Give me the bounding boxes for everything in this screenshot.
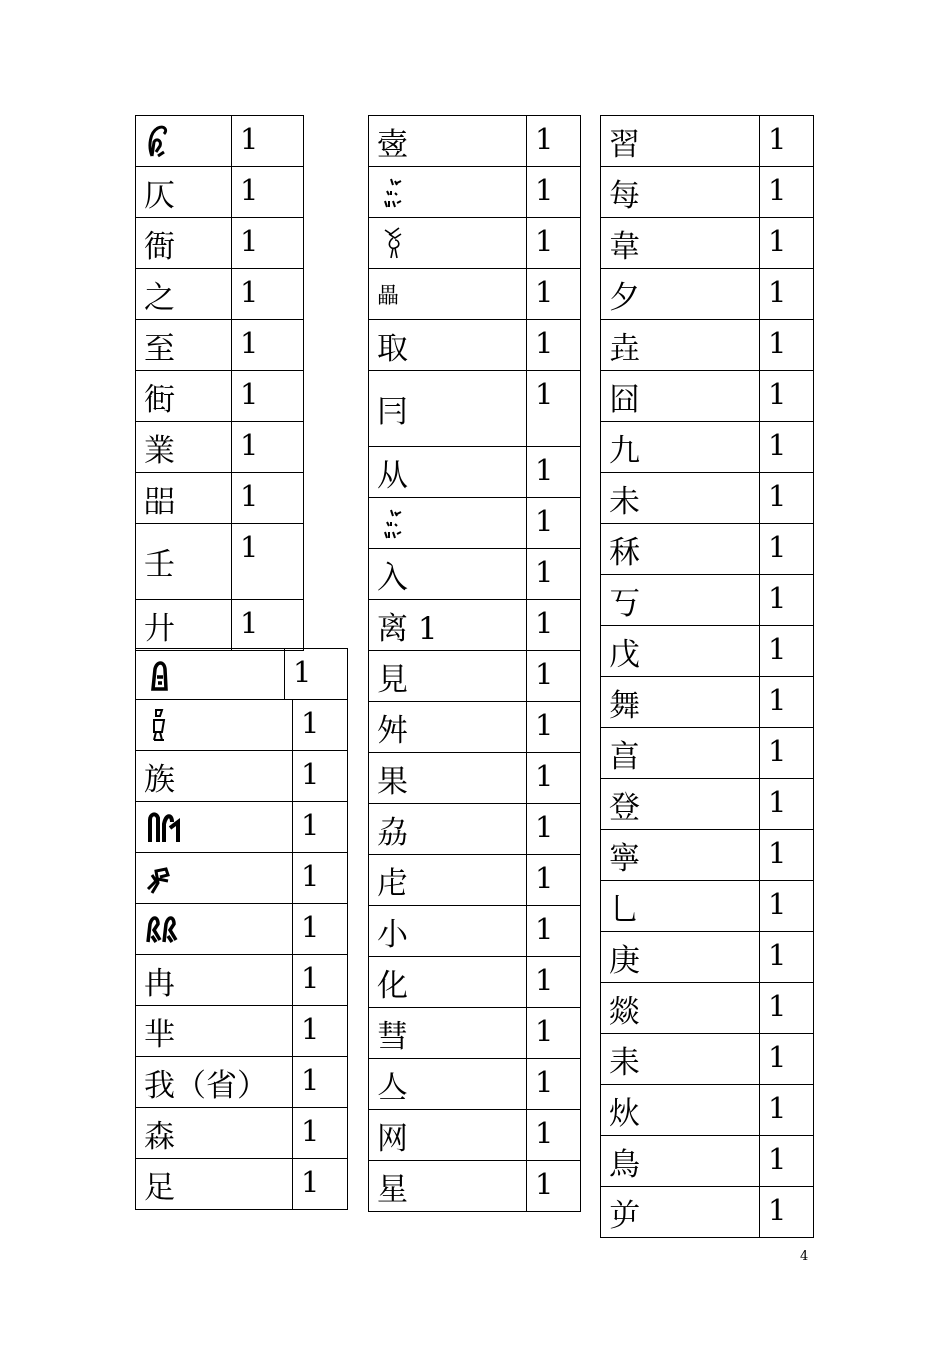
table-row xyxy=(369,753,581,804)
count-cell: 1 xyxy=(293,853,348,904)
table-row xyxy=(369,957,581,1008)
count-cell: 1 xyxy=(285,649,348,700)
char-cell: 見 xyxy=(369,651,527,702)
char-cell: 鳥 xyxy=(601,1136,760,1187)
char-cell xyxy=(369,218,527,269)
count-cell: 1 xyxy=(527,498,581,549)
char-cell: 小 xyxy=(369,906,527,957)
table-row xyxy=(601,881,814,932)
table-row xyxy=(136,218,304,269)
count-cell: 1 xyxy=(760,1136,814,1187)
count-cell: 1 xyxy=(527,1161,581,1212)
table-row xyxy=(601,1034,814,1085)
ancient-glyph-2-icon xyxy=(144,655,174,693)
count-cell: 1 xyxy=(293,955,348,1006)
char-cell: 㚃 xyxy=(369,116,527,167)
count-cell: 1 xyxy=(760,1034,814,1085)
char-cell: 每 xyxy=(601,167,760,218)
right-table xyxy=(600,115,814,1238)
char-cell: 从 xyxy=(369,447,527,498)
count-cell: 1 xyxy=(527,1008,581,1059)
ancient-glyph-4-icon xyxy=(144,808,184,846)
count-cell: 1 xyxy=(527,320,581,371)
char-cell: 夕 xyxy=(601,269,760,320)
char-cell xyxy=(136,853,293,904)
count-cell: 1 xyxy=(232,371,304,422)
table-row xyxy=(136,524,304,600)
table-row xyxy=(369,447,581,498)
table-row xyxy=(136,371,304,422)
left-table-part-c xyxy=(135,699,348,1210)
char-cell xyxy=(369,167,527,218)
left-table-part-b xyxy=(135,648,348,700)
char-cell: 仄 xyxy=(136,167,232,218)
count-cell: 1 xyxy=(760,422,814,473)
char-cell: 丂 xyxy=(601,575,760,626)
count-cell: 1 xyxy=(760,320,814,371)
count-cell: 1 xyxy=(232,116,304,167)
char-cell: 韋 xyxy=(601,218,760,269)
char-cell: 衐 xyxy=(136,371,232,422)
table-row xyxy=(601,677,814,728)
char-cell: 冉 xyxy=(136,955,293,1006)
char-cell: 廾 xyxy=(136,600,232,651)
table-row xyxy=(601,575,814,626)
count-cell: 1 xyxy=(760,1085,814,1136)
table-row xyxy=(136,1006,348,1057)
table-row xyxy=(136,1057,348,1108)
char-cell xyxy=(136,802,293,853)
char-cell: 舛 xyxy=(369,702,527,753)
char-cell: 戊 xyxy=(601,626,760,677)
count-cell: 1 xyxy=(527,855,581,906)
table-row xyxy=(136,802,348,853)
count-cell: 1 xyxy=(527,116,581,167)
char-cell: 畾 xyxy=(369,269,527,320)
char-cell: 虍 xyxy=(369,855,527,906)
count-cell: 1 xyxy=(760,1187,814,1238)
middle-table xyxy=(368,115,581,1212)
count-cell: 1 xyxy=(232,167,304,218)
count-cell: 1 xyxy=(293,1159,348,1210)
char-cell xyxy=(136,700,293,751)
char-cell: 网 xyxy=(369,1110,527,1161)
table-row xyxy=(369,498,581,549)
count-cell: 1 xyxy=(760,626,814,677)
table-row xyxy=(601,830,814,881)
char-cell: 取 xyxy=(369,320,527,371)
char-cell xyxy=(136,904,293,955)
char-cell xyxy=(136,649,285,700)
table-row xyxy=(601,371,814,422)
count-cell: 1 xyxy=(760,116,814,167)
table-row xyxy=(136,700,348,751)
count-cell: 1 xyxy=(527,371,581,447)
char-cell: 習 xyxy=(601,116,760,167)
count-cell: 1 xyxy=(527,702,581,753)
char-cell: 乚 xyxy=(601,881,760,932)
count-cell: 1 xyxy=(293,751,348,802)
table-row xyxy=(136,751,348,802)
char-cell: 垚 xyxy=(601,320,760,371)
char-cell: 業 xyxy=(136,422,232,473)
char-cell: 舞 xyxy=(601,677,760,728)
left-table-part-a xyxy=(135,115,304,651)
count-cell: 1 xyxy=(293,802,348,853)
count-cell: 1 xyxy=(760,167,814,218)
char-cell: 森 xyxy=(136,1108,293,1159)
table-row xyxy=(369,549,581,600)
count-cell: 1 xyxy=(527,600,581,651)
count-cell: 1 xyxy=(293,1006,348,1057)
count-cell: 1 xyxy=(232,473,304,524)
table-row xyxy=(136,649,348,700)
char-cell: 寧 xyxy=(601,830,760,881)
count-cell: 1 xyxy=(527,804,581,855)
table-row xyxy=(369,1008,581,1059)
table-row xyxy=(601,269,814,320)
ancient-glyph-6-icon xyxy=(144,910,180,948)
char-cell: 九 xyxy=(601,422,760,473)
count-cell: 1 xyxy=(527,447,581,498)
count-cell: 1 xyxy=(527,753,581,804)
table-row xyxy=(601,728,814,779)
char-cell: 冃 xyxy=(369,371,527,447)
count-cell: 1 xyxy=(760,677,814,728)
table-row xyxy=(136,1159,348,1210)
table-row xyxy=(601,422,814,473)
char-cell: 屰 xyxy=(601,1187,760,1238)
table-row xyxy=(136,904,348,955)
table-row xyxy=(136,269,304,320)
table-row xyxy=(369,269,581,320)
table-row xyxy=(136,167,304,218)
ancient-glyph-9-icon xyxy=(377,504,407,542)
count-cell: 1 xyxy=(293,904,348,955)
char-cell xyxy=(136,116,232,167)
ancient-glyph-5-icon xyxy=(144,859,174,897)
table-row xyxy=(136,853,348,904)
table-row xyxy=(369,600,581,651)
count-cell: 1 xyxy=(760,983,814,1034)
count-cell: 1 xyxy=(760,473,814,524)
char-cell: 彗 xyxy=(369,1008,527,1059)
table-row xyxy=(601,1085,814,1136)
table-row xyxy=(136,600,304,651)
char-cell: 芈 xyxy=(136,1006,293,1057)
table-row xyxy=(369,804,581,855)
count-cell: 1 xyxy=(527,957,581,1008)
table-row xyxy=(369,1059,581,1110)
char-cell: 未 xyxy=(601,473,760,524)
table-row xyxy=(136,473,304,524)
count-cell: 1 xyxy=(760,932,814,983)
table-row xyxy=(369,855,581,906)
count-cell: 1 xyxy=(760,575,814,626)
char-cell: 囧 xyxy=(601,371,760,422)
count-cell: 1 xyxy=(760,779,814,830)
count-cell: 1 xyxy=(527,269,581,320)
char-cell: 壬 xyxy=(136,524,232,600)
count-cell: 1 xyxy=(527,906,581,957)
count-cell: 1 xyxy=(760,728,814,779)
count-cell: 1 xyxy=(232,600,304,651)
count-cell: 1 xyxy=(527,167,581,218)
table-row xyxy=(369,371,581,447)
char-cell: 之 xyxy=(136,269,232,320)
table-row xyxy=(601,932,814,983)
table-row xyxy=(136,422,304,473)
table-row xyxy=(369,218,581,269)
char-cell: 庚 xyxy=(601,932,760,983)
char-cell: 星 xyxy=(369,1161,527,1212)
table-row xyxy=(136,320,304,371)
count-cell: 1 xyxy=(232,422,304,473)
count-cell: 1 xyxy=(232,218,304,269)
table-row xyxy=(136,955,348,1006)
char-cell: 入 xyxy=(369,549,527,600)
table-row xyxy=(601,779,814,830)
table-row xyxy=(369,1161,581,1212)
char-cell: 耒 xyxy=(601,1034,760,1085)
table-row xyxy=(601,1187,814,1238)
char-cell: 足 xyxy=(136,1159,293,1210)
table-row xyxy=(601,626,814,677)
char-cell: 我（省） xyxy=(136,1057,293,1108)
ancient-glyph-3-icon xyxy=(144,706,174,744)
table-row xyxy=(601,524,814,575)
table-row xyxy=(369,702,581,753)
table-row xyxy=(601,1136,814,1187)
char-cell: 炏 xyxy=(601,1085,760,1136)
table-row xyxy=(136,116,304,167)
count-cell: 1 xyxy=(760,881,814,932)
char-cell: 秝 xyxy=(601,524,760,575)
count-cell: 1 xyxy=(527,1059,581,1110)
count-cell: 1 xyxy=(760,269,814,320)
table-row xyxy=(601,167,814,218)
char-cell: 果 xyxy=(369,753,527,804)
char-cell: 㗊 xyxy=(136,473,232,524)
char-cell: 亼 xyxy=(369,1059,527,1110)
table-row xyxy=(601,218,814,269)
ancient-glyph-7-icon xyxy=(377,173,407,211)
count-cell: 1 xyxy=(760,524,814,575)
table-row xyxy=(136,1108,348,1159)
count-cell: 1 xyxy=(527,549,581,600)
table-row xyxy=(369,906,581,957)
table-row xyxy=(369,1110,581,1161)
table-row xyxy=(601,320,814,371)
count-cell: 1 xyxy=(527,651,581,702)
table-row xyxy=(369,167,581,218)
char-cell: 衙 xyxy=(136,218,232,269)
table-row xyxy=(369,116,581,167)
table-row xyxy=(601,473,814,524)
count-cell: 1 xyxy=(293,700,348,751)
count-cell: 1 xyxy=(232,524,304,600)
count-cell: 1 xyxy=(527,1110,581,1161)
count-cell: 1 xyxy=(760,371,814,422)
char-cell: 离 1 xyxy=(369,600,527,651)
char-cell: 族 xyxy=(136,751,293,802)
ancient-glyph-1-icon xyxy=(144,122,174,160)
count-cell: 1 xyxy=(760,218,814,269)
char-cell: 登 xyxy=(601,779,760,830)
page-number: 4 xyxy=(800,1249,809,1264)
count-cell: 1 xyxy=(293,1057,348,1108)
char-cell: 亯 xyxy=(601,728,760,779)
count-cell: 1 xyxy=(527,218,581,269)
table-row xyxy=(601,116,814,167)
count-cell: 1 xyxy=(232,320,304,371)
table-row xyxy=(601,983,814,1034)
table-row xyxy=(369,320,581,371)
char-cell: 燚 xyxy=(601,983,760,1034)
char-cell: 至 xyxy=(136,320,232,371)
ancient-glyph-8-icon xyxy=(377,224,407,262)
count-cell: 1 xyxy=(232,269,304,320)
table-row xyxy=(369,651,581,702)
count-cell: 1 xyxy=(760,830,814,881)
char-cell: 劦 xyxy=(369,804,527,855)
char-cell: 化 xyxy=(369,957,527,1008)
count-cell: 1 xyxy=(293,1108,348,1159)
char-cell xyxy=(369,498,527,549)
